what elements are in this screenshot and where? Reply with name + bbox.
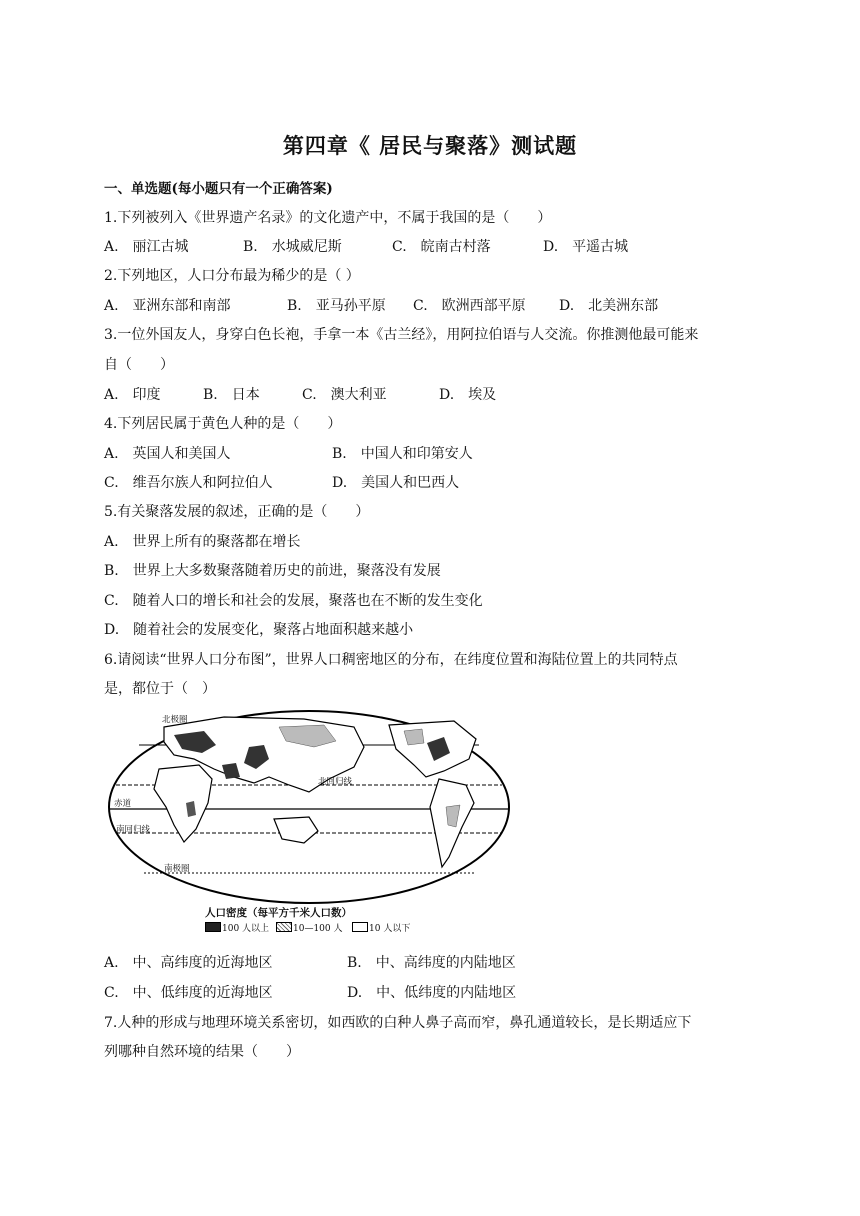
q2-option-a: A. 亚洲东部和南部 — [104, 298, 231, 314]
q2-option-c: C. 欧洲西部平原 — [413, 298, 526, 314]
world-population-map — [104, 707, 514, 937]
q3-option-c: C. 澳大利亚 — [302, 387, 387, 403]
q2-option-d: D. 北美洲东部 — [559, 298, 659, 314]
question-6-stem: 6.请阅读“世界人口分布图”，世界人口稠密地区的分布，在纬度位置和海陆位置上的共同特点 — [104, 652, 678, 668]
q3-option-a: A. 印度 — [104, 387, 161, 403]
question-7-stem-cont: 列哪种自然环境的结果（ ） — [104, 1044, 300, 1060]
section-heading: 一、单选题(每小题只有一个正确答案) — [104, 181, 333, 197]
antarctic-circle-label: 南极圈 — [164, 864, 190, 874]
q6-option-a: A. 中、高纬度的近海地区 — [104, 955, 273, 971]
legend-label-sparse: 10 人以下 — [369, 924, 411, 934]
q5-option-a: A. 世界上所有的聚落都在增长 — [104, 534, 301, 550]
q1-option-b: B. 水城威尼斯 — [243, 239, 342, 255]
q5-option-d: D. 随着社会的发展变化，聚落占地面积越来越小 — [104, 622, 414, 638]
tropic-of-cancer-label: 北回归线 — [318, 777, 353, 787]
map-legend-title: 人口密度（每平方千米人口数） — [205, 907, 352, 919]
q5-option-c: C. 随着人口的增长和社会的发展，聚落也在不断的发生变化 — [104, 593, 483, 609]
page-title: 第四章《 居民与聚落》测试题 — [282, 133, 578, 158]
question-6-stem-cont: 是，都位于（ ） — [104, 681, 216, 697]
question-4-stem: 4.下列居民属于黄色人种的是（ ） — [104, 416, 342, 432]
question-3-stem: 3.一位外国友人，身穿白色长袍，手拿一本《古兰经》，用阿拉伯语与人交流。你推测他最可能来 — [104, 327, 699, 343]
map-graphic — [104, 707, 514, 907]
q4-option-a: A. 英国人和美国人 — [104, 446, 231, 462]
legend-swatch-sparse — [352, 922, 368, 932]
q6-option-d: D. 中、低纬度的内陆地区 — [347, 985, 517, 1001]
legend-label-medium: 10—100 人 — [293, 924, 343, 934]
legend-label-dense: 100 人以上 — [222, 924, 270, 934]
q6-option-c: C. 中、低纬度的近海地区 — [104, 985, 273, 1001]
legend-swatch-dense — [205, 922, 221, 932]
q4-option-c: C. 维吾尔族人和阿拉伯人 — [104, 475, 273, 491]
q5-option-b: B. 世界上大多数聚落随着历史的前进，聚落没有发展 — [104, 563, 441, 579]
question-5-stem: 5.有关聚落发展的叙述，正确的是（ ） — [104, 504, 370, 520]
q2-option-b: B. 亚马孙平原 — [287, 298, 386, 314]
question-2-stem: 2.下列地区，人口分布最为稀少的是（ ） — [104, 268, 360, 284]
q1-option-c: C. 皖南古村落 — [392, 239, 491, 255]
q3-option-d: D. 埃及 — [439, 387, 497, 403]
arctic-circle-label: 北极圈 — [162, 715, 188, 725]
q3-option-b: B. 日本 — [203, 387, 260, 403]
q6-option-b: B. 中、高纬度的内陆地区 — [347, 955, 516, 971]
question-3-stem-cont: 自（ ） — [104, 357, 174, 373]
tropic-of-capricorn-label: 南回归线 — [116, 825, 151, 835]
q1-option-a: A. 丽江古城 — [104, 239, 189, 255]
question-7-stem: 7.人种的形成与地理环境关系密切，如西欧的白种人鼻子高而窄，鼻孔通道较长，是长期适应下 — [104, 1015, 692, 1031]
question-1-stem: 1.下列被列入《世界遗产名录》的文化遗产中，不属于我国的是（ ） — [104, 210, 552, 226]
legend-swatch-medium — [276, 922, 292, 932]
q4-option-b: B. 中国人和印第安人 — [332, 446, 473, 462]
q4-option-d: D. 美国人和巴西人 — [332, 475, 460, 491]
q1-option-d: D. 平遥古城 — [543, 239, 629, 255]
equator-label: 赤道 — [114, 799, 132, 809]
